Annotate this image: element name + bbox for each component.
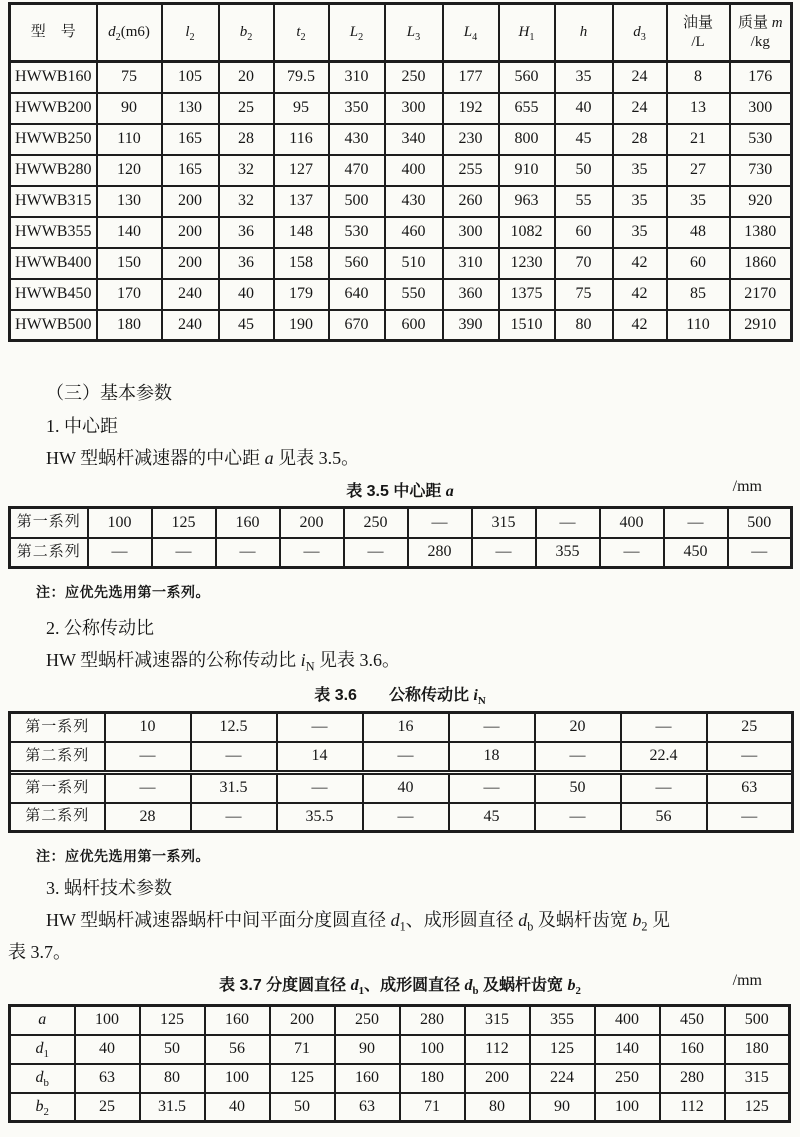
- table-cell: 430: [329, 124, 385, 155]
- column-header: 型 号: [10, 4, 97, 62]
- table-cell: 355: [530, 1006, 595, 1035]
- table-cell: 100: [400, 1035, 465, 1064]
- table-cell: 560: [499, 62, 555, 93]
- table-cell: —: [408, 508, 472, 538]
- table-cell: —: [363, 803, 449, 832]
- table-cell: 100: [75, 1006, 140, 1035]
- table-cell: 200: [162, 248, 219, 279]
- table-cell: 125: [530, 1035, 595, 1064]
- table-cell: 21: [667, 124, 730, 155]
- table-cell: 31.5: [191, 774, 277, 803]
- table-cell: 12.5: [191, 713, 277, 742]
- table-cell: 71: [270, 1035, 335, 1064]
- row-label: 第二系列: [10, 742, 105, 771]
- table-cell: 22.4: [621, 742, 707, 771]
- table-row: [10, 62, 792, 93]
- table-cell: —: [280, 538, 344, 568]
- table-cell: —: [600, 538, 664, 568]
- table-cell: 45: [219, 310, 274, 341]
- table-cell: 110: [97, 124, 162, 155]
- table-cell: 90: [530, 1093, 595, 1122]
- table-cell: 170: [97, 279, 162, 310]
- table-cell: 260: [443, 186, 499, 217]
- row-label: HWWB450: [10, 279, 97, 310]
- table-cell: 300: [385, 93, 443, 124]
- table-cell: 450: [664, 538, 728, 568]
- table-cell: 140: [595, 1035, 660, 1064]
- table-cell: 310: [329, 62, 385, 93]
- paragraph-center-distance: HW 型蜗杆减速器的中心距 a 见表 3.5。: [46, 448, 360, 468]
- row-label: HWWB355: [10, 217, 97, 248]
- table-cell: —: [105, 774, 191, 803]
- table-cell: 510: [385, 248, 443, 279]
- table-cell: 79.5: [274, 62, 329, 93]
- table-cell: 116: [274, 124, 329, 155]
- table-cell: —: [536, 508, 600, 538]
- table-cell: 315: [472, 508, 536, 538]
- worm-parameters-table: [8, 1004, 791, 1123]
- table-cell: 35.5: [277, 803, 363, 832]
- table-cell: 920: [730, 186, 792, 217]
- caption-row-table-3-6: [0, 682, 800, 708]
- table-row: [10, 1035, 790, 1064]
- table-cell: 40: [555, 93, 613, 124]
- table-cell: 140: [97, 217, 162, 248]
- table-cell: 130: [162, 93, 219, 124]
- table-cell: 400: [385, 155, 443, 186]
- table-cell: 42: [613, 310, 667, 341]
- table-cell: 180: [725, 1035, 790, 1064]
- table-cell: 310: [443, 248, 499, 279]
- table-cell: —: [363, 742, 449, 771]
- table-caption-3-5: 表 3.5 中心距 a: [346, 483, 454, 500]
- caption-row-table-3-5: [0, 478, 800, 501]
- table-cell: 460: [385, 217, 443, 248]
- table-cell: 40: [205, 1093, 270, 1122]
- table-cell: 28: [105, 803, 191, 832]
- table-cell: 340: [385, 124, 443, 155]
- table-cell: —: [191, 742, 277, 771]
- table-cell: 85: [667, 279, 730, 310]
- table-cell: —: [152, 538, 216, 568]
- table-cell: —: [88, 538, 152, 568]
- table-cell: —: [621, 774, 707, 803]
- table-cell: 75: [97, 62, 162, 93]
- table-cell: 50: [140, 1035, 205, 1064]
- table-cell: 32: [219, 155, 274, 186]
- paragraph-worm-parameters-line1: HW 型蜗杆减速器蜗杆中间平面分度圆直径 $d_1$、成形圆直径 $d_b$ 及蜗杆齿宽 $b_2$ 见: [46, 910, 671, 934]
- row-label: 第一系列: [10, 774, 105, 803]
- table-row: [10, 713, 793, 742]
- row-label: HWWB280: [10, 155, 97, 186]
- model-dimensions-table: [8, 2, 793, 342]
- table-row: [10, 155, 792, 186]
- table-cell: 230: [443, 124, 499, 155]
- table-cell: —: [449, 774, 535, 803]
- table-cell: —: [344, 538, 408, 568]
- table-cell: 250: [335, 1006, 400, 1035]
- table-cell: 1860: [730, 248, 792, 279]
- column-header: $L_2$: [329, 4, 385, 62]
- table-cell: 48: [667, 217, 730, 248]
- table-cell: 28: [613, 124, 667, 155]
- table-cell: 70: [555, 248, 613, 279]
- table-cell: 500: [728, 508, 792, 538]
- table-cell: 16: [363, 713, 449, 742]
- table-row: [10, 774, 793, 803]
- table-cell: 35: [613, 217, 667, 248]
- table-cell: 100: [88, 508, 152, 538]
- column-header: $d_3$: [613, 4, 667, 62]
- row-label: HWWB400: [10, 248, 97, 279]
- row-label: HWWB160: [10, 62, 97, 93]
- table-cell: —: [191, 803, 277, 832]
- table-cell: 100: [205, 1064, 270, 1093]
- table-cell: —: [535, 742, 621, 771]
- heading-transmission-ratio: 2. 公称传动比: [46, 618, 154, 638]
- table-cell: 1230: [499, 248, 555, 279]
- section-heading-basic-params: （三）基本参数: [46, 383, 172, 403]
- table-cell: 500: [725, 1006, 790, 1035]
- table-cell: 20: [535, 713, 621, 742]
- table-cell: 14: [277, 742, 363, 771]
- table-cell: 63: [707, 774, 793, 803]
- table-cell: 1380: [730, 217, 792, 248]
- row-label: 第二系列: [10, 538, 88, 568]
- table-cell: 2910: [730, 310, 792, 341]
- column-header: h: [555, 4, 613, 62]
- table-cell: 670: [329, 310, 385, 341]
- table-row: [10, 538, 792, 568]
- table-cell: 280: [660, 1064, 725, 1093]
- note-table-3-5: 注：应优先选用第一系列。: [36, 584, 210, 600]
- table-cell: 56: [621, 803, 707, 832]
- heading-worm-parameters: 3. 蜗杆技术参数: [46, 878, 172, 898]
- table-cell: 63: [75, 1064, 140, 1093]
- table-cell: 240: [162, 279, 219, 310]
- paragraph-worm-parameters-line2: 表 3.7。: [8, 942, 71, 962]
- table-cell: 25: [219, 93, 274, 124]
- table-cell: 200: [465, 1064, 530, 1093]
- transmission-ratio-table: [8, 711, 794, 833]
- heading-center-distance: 1. 中心距: [46, 416, 118, 436]
- table-cell: 200: [270, 1006, 335, 1035]
- row-label: 第二系列: [10, 803, 105, 832]
- table-cell: 300: [443, 217, 499, 248]
- table-cell: 75: [555, 279, 613, 310]
- table-cell: 27: [667, 155, 730, 186]
- table-cell: 120: [97, 155, 162, 186]
- table-cell: 158: [274, 248, 329, 279]
- table-cell: 45: [555, 124, 613, 155]
- table-cell: 112: [465, 1035, 530, 1064]
- table-cell: 640: [329, 279, 385, 310]
- table-cell: 470: [329, 155, 385, 186]
- table-cell: 18: [449, 742, 535, 771]
- center-distance-table: [8, 506, 793, 569]
- row-label: 第一系列: [10, 713, 105, 742]
- table-cell: 40: [363, 774, 449, 803]
- table-cell: 40: [219, 279, 274, 310]
- unit-label-mm: /mm: [732, 478, 762, 495]
- table-cell: 95: [274, 93, 329, 124]
- table-row: [10, 124, 792, 155]
- table-cell: 110: [667, 310, 730, 341]
- table-cell: 125: [152, 508, 216, 538]
- row-label: $b_2$: [10, 1093, 75, 1122]
- table-row: [10, 186, 792, 217]
- table-cell: 90: [97, 93, 162, 124]
- caption-row-table-3-7: [0, 972, 800, 998]
- column-header: $L_4$: [443, 4, 499, 62]
- table-cell: 20: [219, 62, 274, 93]
- table-cell: 430: [385, 186, 443, 217]
- table-cell: 60: [667, 248, 730, 279]
- table-cell: 63: [335, 1093, 400, 1122]
- table-cell: 160: [660, 1035, 725, 1064]
- table-cell: 250: [385, 62, 443, 93]
- table-cell: 35: [667, 186, 730, 217]
- table-cell: 130: [97, 186, 162, 217]
- table-cell: 80: [140, 1064, 205, 1093]
- table-cell: 360: [443, 279, 499, 310]
- row-label: HWWB315: [10, 186, 97, 217]
- table-cell: —: [216, 538, 280, 568]
- table-cell: —: [105, 742, 191, 771]
- table-cell: —: [664, 508, 728, 538]
- table-cell: 160: [205, 1006, 270, 1035]
- unit-label-mm: /mm: [732, 972, 762, 989]
- table-cell: 125: [270, 1064, 335, 1093]
- table-cell: 42: [613, 279, 667, 310]
- column-header: 油量 /L: [667, 4, 730, 62]
- table-cell: 90: [335, 1035, 400, 1064]
- row-label: 第一系列: [10, 508, 88, 538]
- table-cell: 224: [530, 1064, 595, 1093]
- table-cell: 10: [105, 713, 191, 742]
- table-cell: 910: [499, 155, 555, 186]
- table-cell: 13: [667, 93, 730, 124]
- table-row: [10, 803, 793, 832]
- table-cell: 355: [536, 538, 600, 568]
- table-cell: 31.5: [140, 1093, 205, 1122]
- table-cell: 56: [205, 1035, 270, 1064]
- table-row: [10, 742, 793, 771]
- paragraph-transmission-ratio: HW 型蜗杆减速器的公称传动比 $i_N$ 见表 3.6。: [46, 650, 401, 674]
- column-header: $d_2(m6)$: [97, 4, 162, 62]
- table-cell: 500: [329, 186, 385, 217]
- table-cell: 730: [730, 155, 792, 186]
- table-cell: 80: [465, 1093, 530, 1122]
- table-cell: 50: [535, 774, 621, 803]
- table-cell: —: [277, 713, 363, 742]
- table-cell: 36: [219, 217, 274, 248]
- table-cell: 42: [613, 248, 667, 279]
- table-row: [10, 93, 792, 124]
- table-cell: 400: [600, 508, 664, 538]
- table-row: [10, 1093, 790, 1122]
- table-row: [10, 279, 792, 310]
- table-cell: 550: [385, 279, 443, 310]
- row-label: HWWB200: [10, 93, 97, 124]
- table-cell: 165: [162, 124, 219, 155]
- table-cell: 560: [329, 248, 385, 279]
- table-cell: 250: [595, 1064, 660, 1093]
- table-cell: 450: [660, 1006, 725, 1035]
- table-cell: 400: [595, 1006, 660, 1035]
- table-cell: —: [707, 803, 793, 832]
- table-cell: 1082: [499, 217, 555, 248]
- table-row: [10, 310, 792, 341]
- table-cell: —: [728, 538, 792, 568]
- table-cell: —: [277, 774, 363, 803]
- table-cell: 40: [75, 1035, 140, 1064]
- table-cell: 35: [613, 155, 667, 186]
- table-cell: 148: [274, 217, 329, 248]
- table-row: [10, 217, 792, 248]
- table-cell: —: [707, 742, 793, 771]
- table-row: [10, 248, 792, 279]
- table-cell: 800: [499, 124, 555, 155]
- table-cell: 250: [344, 508, 408, 538]
- table-cell: 315: [465, 1006, 530, 1035]
- table-cell: 32: [219, 186, 274, 217]
- column-header: $H_1$: [499, 4, 555, 62]
- table-cell: 25: [707, 713, 793, 742]
- table-cell: 280: [400, 1006, 465, 1035]
- table-cell: 350: [329, 93, 385, 124]
- table-cell: 24: [613, 93, 667, 124]
- table-caption-3-6: 表 3.6 公称传动比 $i_N$: [314, 687, 486, 708]
- table-cell: 8: [667, 62, 730, 93]
- table-cell: 112: [660, 1093, 725, 1122]
- table-caption-3-7: 表 3.7 分度圆直径 $d_1$、成形圆直径 $d_b$ 及蜗杆齿宽 $b_2$: [219, 977, 581, 998]
- row-label: $d_b$: [10, 1064, 75, 1093]
- table-cell: 315: [725, 1064, 790, 1093]
- table-cell: 176: [730, 62, 792, 93]
- column-header: $b_2$: [219, 4, 274, 62]
- table-cell: 300: [730, 93, 792, 124]
- table-cell: 150: [97, 248, 162, 279]
- table-cell: —: [535, 803, 621, 832]
- column-header: $l_2$: [162, 4, 219, 62]
- table-cell: 137: [274, 186, 329, 217]
- table-cell: 25: [75, 1093, 140, 1122]
- table-row: [10, 1064, 790, 1093]
- table-cell: 50: [555, 155, 613, 186]
- table-cell: —: [621, 713, 707, 742]
- table-cell: 180: [97, 310, 162, 341]
- table-cell: 280: [408, 538, 472, 568]
- table-cell: 600: [385, 310, 443, 341]
- table-cell: 127: [274, 155, 329, 186]
- table-cell: 530: [730, 124, 792, 155]
- table-cell: 179: [274, 279, 329, 310]
- table-cell: 35: [555, 62, 613, 93]
- table-cell: 100: [595, 1093, 660, 1122]
- table-row: [10, 1006, 790, 1035]
- table-cell: 200: [280, 508, 344, 538]
- table-cell: 50: [270, 1093, 335, 1122]
- row-label: HWWB500: [10, 310, 97, 341]
- table-cell: 45: [449, 803, 535, 832]
- row-label: $d_1$: [10, 1035, 75, 1064]
- row-label: a: [10, 1006, 75, 1035]
- table-cell: 105: [162, 62, 219, 93]
- table-cell: 200: [162, 217, 219, 248]
- table-cell: 80: [555, 310, 613, 341]
- table-cell: 255: [443, 155, 499, 186]
- table-cell: 1375: [499, 279, 555, 310]
- table-cell: 192: [443, 93, 499, 124]
- table-cell: 28: [219, 124, 274, 155]
- table-cell: 390: [443, 310, 499, 341]
- table-cell: 125: [725, 1093, 790, 1122]
- table-cell: 963: [499, 186, 555, 217]
- table-cell: 165: [162, 155, 219, 186]
- table-cell: 240: [162, 310, 219, 341]
- table-cell: 36: [219, 248, 274, 279]
- table-cell: 24: [613, 62, 667, 93]
- table-cell: 160: [216, 508, 280, 538]
- table-cell: 530: [329, 217, 385, 248]
- note-table-3-6: 注：应优先选用第一系列。: [36, 848, 210, 864]
- column-header: $t_2$: [274, 4, 329, 62]
- table-cell: 180: [400, 1064, 465, 1093]
- table-cell: 200: [162, 186, 219, 217]
- table-cell: 1510: [499, 310, 555, 341]
- table-cell: 125: [140, 1006, 205, 1035]
- column-header: $L_3$: [385, 4, 443, 62]
- table-cell: 655: [499, 93, 555, 124]
- table-cell: 2170: [730, 279, 792, 310]
- table-cell: 160: [335, 1064, 400, 1093]
- table-row: [10, 508, 792, 538]
- column-header: 质量 m /kg: [730, 4, 792, 62]
- table-cell: —: [449, 713, 535, 742]
- row-label: HWWB250: [10, 124, 97, 155]
- table-cell: —: [472, 538, 536, 568]
- table-cell: 35: [613, 186, 667, 217]
- table-cell: 71: [400, 1093, 465, 1122]
- table-cell: 177: [443, 62, 499, 93]
- table-cell: 190: [274, 310, 329, 341]
- table-cell: 55: [555, 186, 613, 217]
- table-cell: 60: [555, 217, 613, 248]
